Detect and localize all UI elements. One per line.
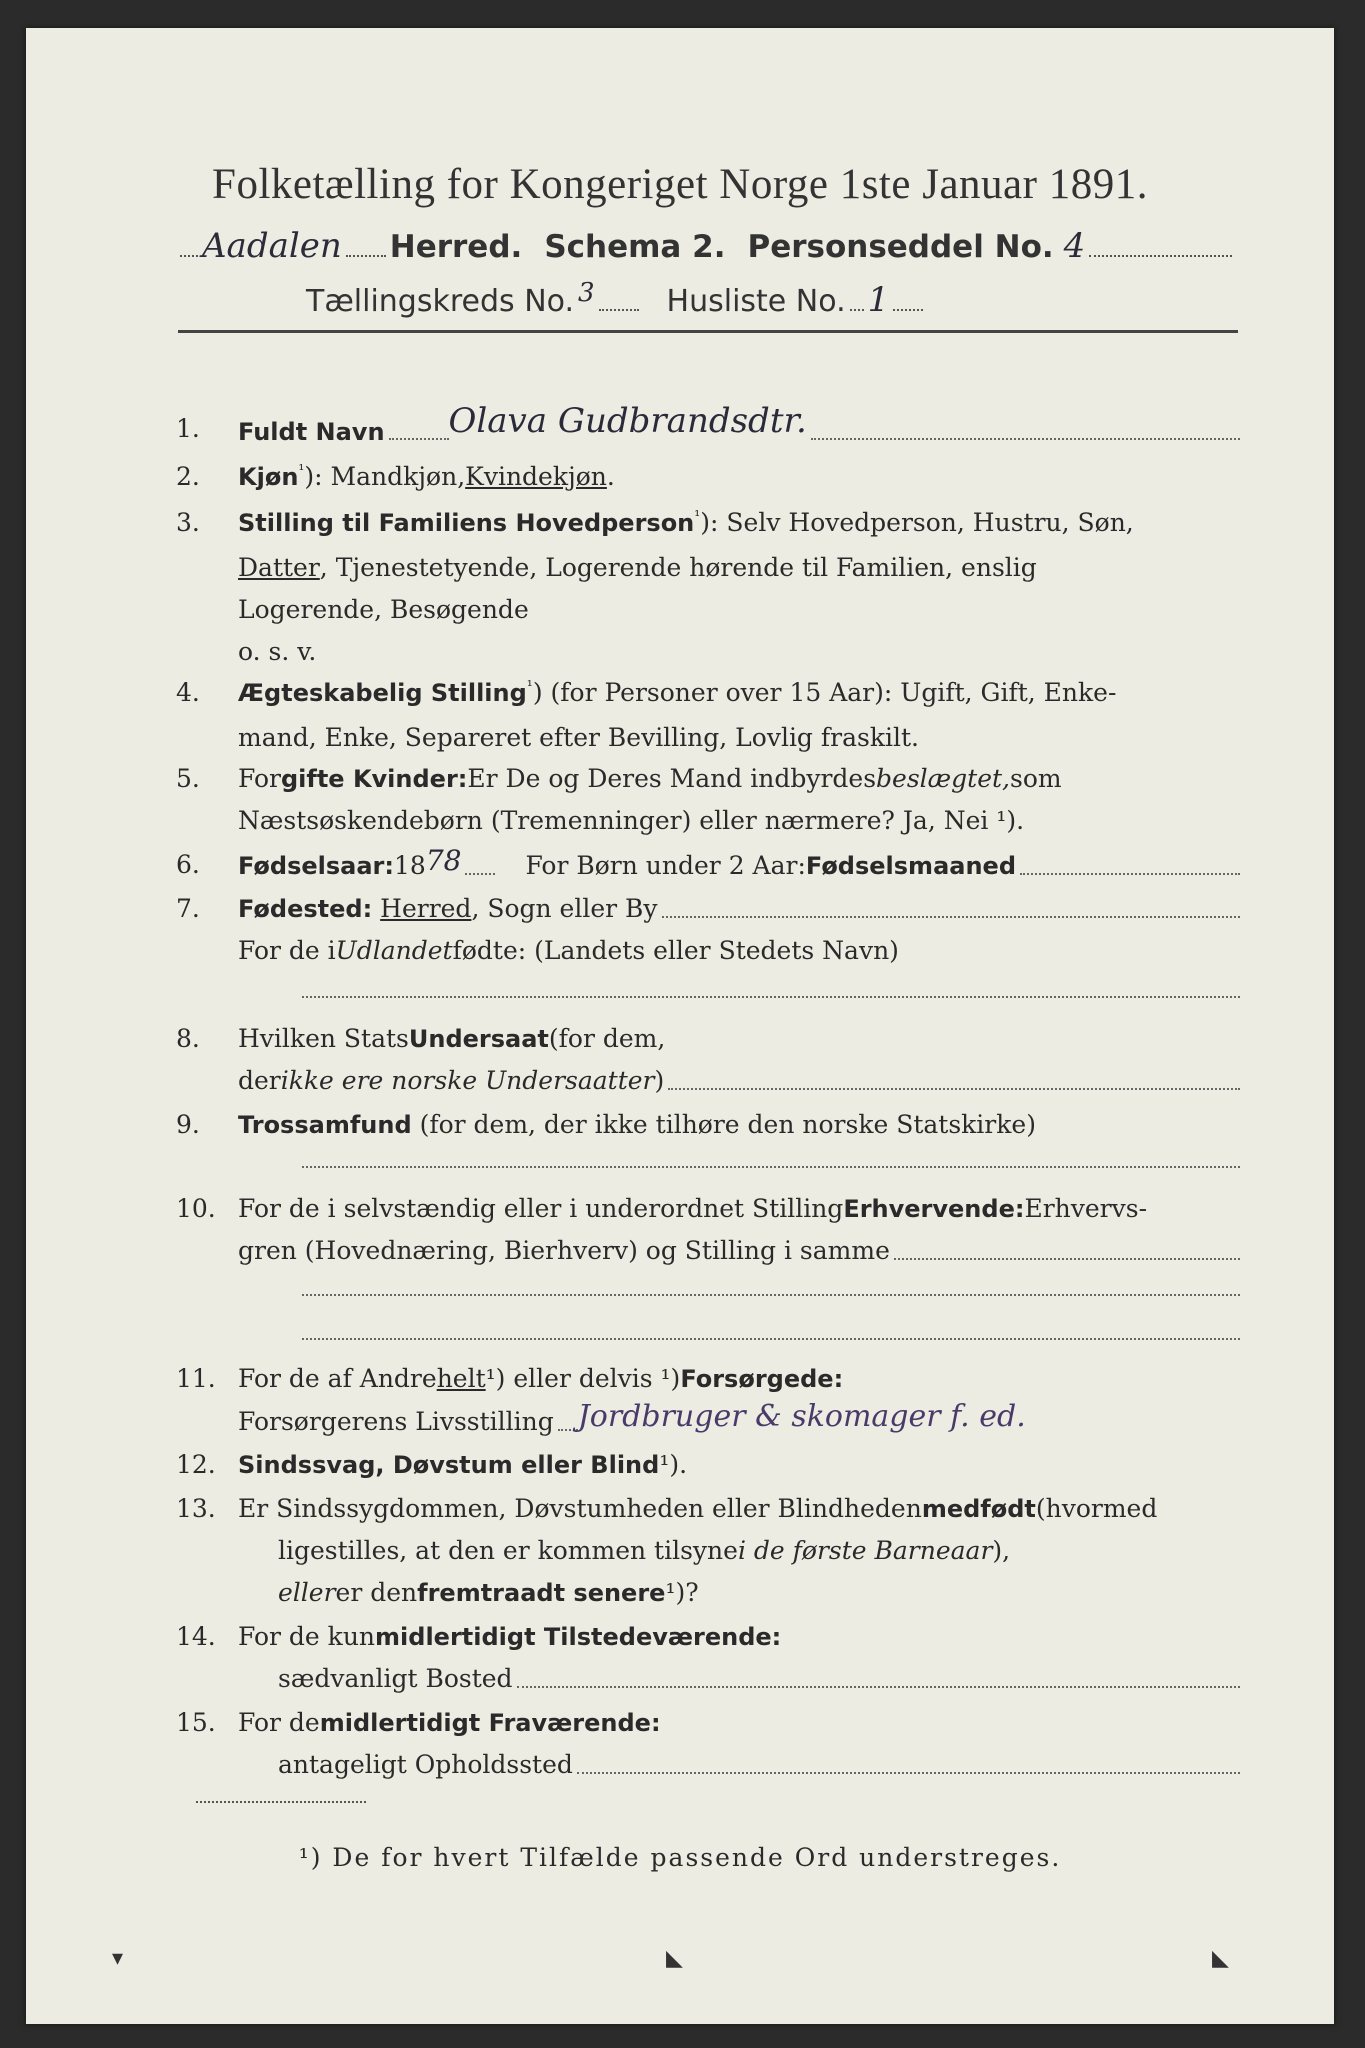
gender-options: ): Mandkjøn,: [304, 462, 466, 491]
birthplace-label: Fødested:: [238, 895, 373, 923]
birth-year-value: 78: [425, 844, 462, 877]
herred-label: Herred.: [389, 229, 523, 265]
text: For de kun: [238, 1622, 376, 1651]
birthplace-answer-line: [302, 996, 1240, 998]
personseddel-value: 4: [1063, 226, 1086, 266]
marital-status-line1: ) (for Personer over 15 Aar): Ugift, Gift, Enke-: [532, 678, 1117, 707]
husliste-label: Husliste No.: [666, 284, 846, 319]
herred-line: [176, 226, 1236, 266]
text: For de i selvstændig eller i underordnet Stilling: [238, 1194, 844, 1223]
superscript: ¹: [526, 677, 533, 695]
provider-occupation-label: Forsørgerens Livsstilling: [238, 1407, 554, 1436]
bottom-mark-center: ◣: [666, 1946, 683, 1971]
probable-stay-label: antageligt Opholdssted: [278, 1750, 573, 1779]
kreds-line: [306, 280, 1106, 320]
occupation-answer-line-2: [302, 1338, 1240, 1340]
item-number: 7.: [176, 894, 200, 923]
item-number: 9.: [176, 1110, 200, 1139]
superscript: ¹: [298, 461, 305, 479]
item-number: 2.: [176, 462, 200, 491]
census-form-page: [26, 28, 1334, 2024]
text: (for dem,: [548, 1024, 666, 1053]
usual-residence-label: sædvanligt Bosted: [278, 1664, 513, 1693]
or-italic: eller: [278, 1578, 336, 1607]
religion-text: (for dem, der ikke tilhøre den norske Statskirke): [411, 1110, 1036, 1139]
text: (hvormed: [1035, 1494, 1158, 1523]
header-rule: [178, 330, 1238, 333]
married-women-line2: Næstsøskendebørn (Tremenninger) eller nærmere? Ja, Nei ¹).: [238, 806, 1025, 835]
birth-year-prefix: 18: [394, 851, 426, 880]
religion-label: Trossamfund: [238, 1111, 412, 1139]
married-women-label: gifte Kvinder:: [280, 765, 468, 793]
abroad-italic: Udlandet: [335, 936, 453, 965]
family-position-line3: Logerende, Besøgende: [238, 595, 529, 624]
gender-selected: Kvindekjøn: [465, 462, 607, 491]
marital-status-line2: mand, Enke, Separeret efter Bevilling, Lovlig fraskilt.: [238, 723, 919, 752]
childhood-italic: i de første Barneaar: [737, 1536, 993, 1565]
supported-selected: helt: [436, 1364, 486, 1393]
text: er den: [335, 1578, 418, 1607]
supported-label: Forsørgede:: [680, 1365, 844, 1393]
citizenship-italic: ikke ere norske Undersaatter: [280, 1066, 655, 1095]
item-number: 15.: [176, 1708, 216, 1737]
footnote: ¹) De for hvert Tilfælde passende Ord understreges.: [298, 1843, 1062, 1872]
disability-label: Sindssvag, Døvstum eller Blind: [238, 1451, 660, 1479]
full-name-value: Olava Gudbrandsdtr.: [448, 401, 807, 441]
birthplace-options: , Sogn eller By: [471, 894, 658, 923]
superscript: ¹: [694, 507, 701, 525]
birth-month-intro: For Børn under 2 Aar:: [525, 851, 806, 880]
text: ¹)?: [665, 1578, 699, 1607]
personseddel-label: Personseddel No.: [747, 229, 1054, 265]
schema-label: Schema 2.: [544, 229, 726, 265]
item-number: 10.: [176, 1194, 216, 1223]
herred-value: Aadalen: [202, 226, 342, 266]
later-onset-label: fremtraadt senere: [417, 1579, 666, 1607]
husliste-value: 1: [867, 280, 890, 320]
text: som: [1010, 764, 1062, 793]
occupation-answer-line-1: [302, 1294, 1240, 1296]
text: der: [238, 1066, 281, 1095]
item-number: 13.: [176, 1494, 216, 1523]
text: ¹) eller delvis ¹): [485, 1364, 681, 1393]
text: ligestilles, at den er kommen tilsyne: [278, 1536, 738, 1565]
item-number: 1.: [176, 414, 200, 443]
text: For de af Andre: [238, 1364, 437, 1393]
text: ): [654, 1066, 665, 1095]
birth-year-label: Fødselsaar:: [238, 852, 394, 880]
religion-answer-line: [302, 1166, 1240, 1168]
corner-mark-right: ◣: [1212, 1946, 1229, 1971]
text: ),: [992, 1536, 1011, 1565]
birthplace-selected: Herred: [380, 894, 472, 923]
item-number: 12.: [176, 1450, 216, 1479]
text: For de: [238, 1708, 320, 1737]
marital-status-label: Ægteskabelig Stilling: [238, 679, 527, 707]
item-number: 4.: [176, 678, 200, 707]
text: For: [238, 764, 281, 793]
text: Hvilken Stats: [238, 1024, 409, 1053]
occupation-line2: gren (Hovednæring, Bierhverv) og Stilling i samme: [238, 1236, 890, 1265]
text: For de i: [238, 936, 336, 965]
footnote-separator: [196, 1801, 366, 1803]
occupation-label: Erhvervende:: [843, 1195, 1025, 1223]
family-position-line4: o. s. v.: [238, 637, 317, 666]
text: Erhvervs-: [1024, 1194, 1148, 1223]
family-position-selected: Datter: [238, 553, 320, 582]
married-women-italic: beslægtet,: [876, 764, 1011, 793]
taellingskreds-label: Tællingskreds No.: [306, 284, 574, 319]
congenital-label: medfødt: [921, 1495, 1036, 1523]
abroad-text: fødte: (Landets eller Stedets Navn): [452, 936, 899, 965]
family-position-line1: ): Selv Hovedperson, Hustru, Søn,: [700, 508, 1134, 537]
corner-mark-left: ▾: [112, 1946, 124, 1971]
provider-occupation-value: Jordbruger & skomager f. ed.: [577, 1399, 1026, 1434]
text: Er Sindssygdommen, Døvstumheden eller Blindheden: [238, 1494, 922, 1523]
full-name-label: Fuldt Navn: [238, 418, 385, 446]
punctuation: .: [606, 462, 615, 491]
family-position-label: Stilling til Familiens Hovedperson: [238, 509, 695, 537]
item-number: 11.: [176, 1364, 216, 1393]
item-number: 8.: [176, 1024, 200, 1053]
item-number: 14.: [176, 1622, 216, 1651]
item-number: 3.: [176, 508, 200, 537]
family-position-line2: , Tjenestetyende, Logerende hørende til Familien, enslig: [319, 553, 1037, 582]
gender-label: Kjøn: [238, 463, 299, 491]
citizenship-label: Undersaat: [408, 1025, 549, 1053]
form-title: Folketælling for Kongeriget Norge 1ste Januar 1891.: [212, 161, 1148, 208]
taellingskreds-value: 3: [578, 278, 595, 308]
married-women-line1: Er De og Deres Mand indbyrdes: [467, 764, 877, 793]
item-number: 5.: [176, 764, 200, 793]
text: ¹).: [659, 1450, 688, 1479]
birth-month-label: Fødselsmaaned: [805, 852, 1016, 880]
temporarily-absent-label: midlertidigt Fraværende:: [319, 1709, 661, 1737]
item-number: 6.: [176, 850, 200, 879]
temporarily-present-label: midlertidigt Tilstedeværende:: [375, 1623, 782, 1651]
